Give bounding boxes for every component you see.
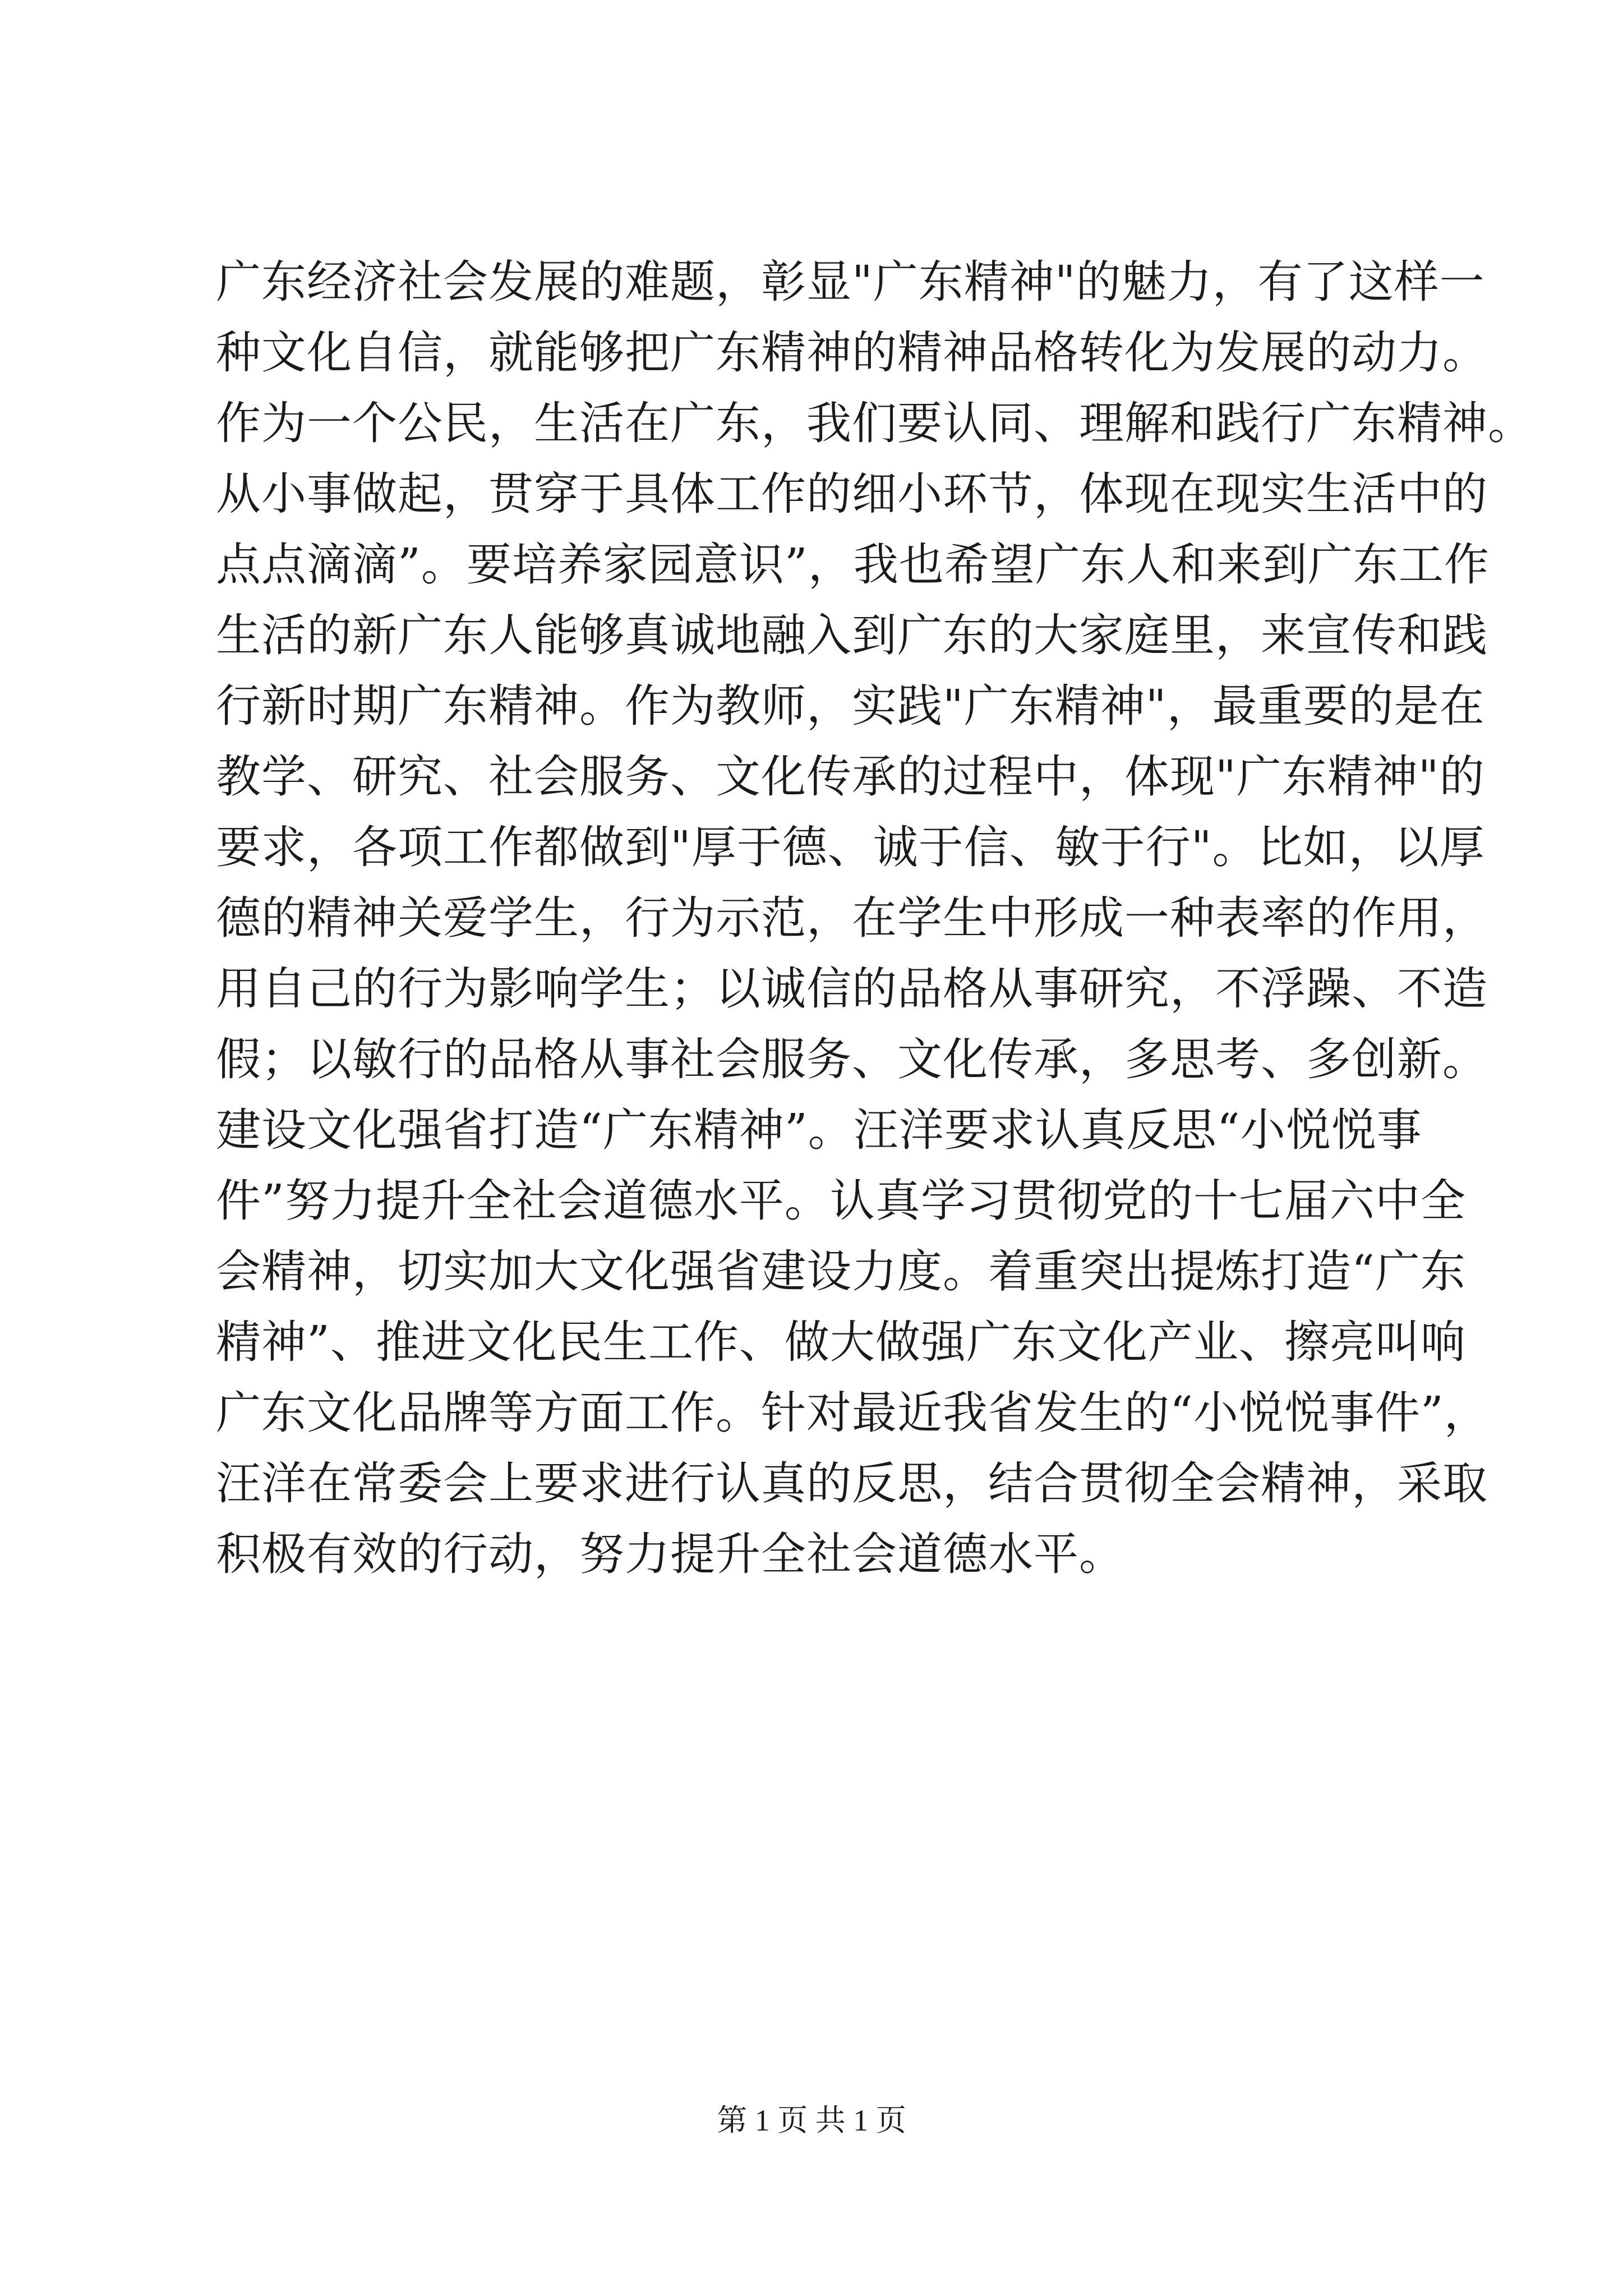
text-line-6: 生活的新广东人能够真诚地融入到广东的大家庭里，来宣传和践 bbox=[216, 609, 1488, 661]
text-line-7: 行新时期广东精神。作为教师，实践"广东精神"，最重要的是在 bbox=[216, 680, 1485, 732]
text-line-1: 广东经济社会发展的难题，彰显"广东精神"的魅力，有了这样一 bbox=[216, 256, 1485, 308]
text-line-12: 假；以敏行的品格从事社会服务、文化传承，多思考、多创新。 bbox=[216, 1033, 1488, 1085]
page-footer bbox=[0, 2101, 1623, 2140]
text-line-19: 积极有效的行动，努力提升全社会道德水平。 bbox=[216, 1528, 1124, 1580]
text-line-8: 教学、研究、社会服务、文化传承的过程中，体现"广东精神"的 bbox=[216, 751, 1485, 803]
text-line-4: 从小事做起，贯穿于具体工作的细小环节，体现在现实生活中的 bbox=[216, 468, 1488, 520]
page-number-label: 第 1 页 共 1 页 bbox=[717, 2104, 906, 2137]
text-line-10: 德的精神关爱学生，行为示范，在学生中形成一种表率的作用， bbox=[216, 892, 1488, 944]
text-line-13: 建设文化强省打造“广东精神”。汪洋要求认真反思“小悦悦事 bbox=[216, 1104, 1422, 1156]
text-line-18: 汪洋在常委会上要求进行认真的反思，结合贯彻全会精神，采取 bbox=[216, 1457, 1488, 1510]
text-line-2: 种文化自信，就能够把广东精神的精神品格转化为发展的动力。 bbox=[216, 326, 1488, 379]
text-line-3: 作为一个公民，生活在广东，我们要认同、理解和践行广东精神。 bbox=[216, 397, 1533, 449]
text-line-16: 精神”、推进文化民生工作、做大做强广东文化产业、擦亮叫响 bbox=[216, 1316, 1466, 1368]
text-line-17: 广东文化品牌等方面工作。针对最近我省发生的“小悦悦事件”， bbox=[216, 1387, 1490, 1439]
body-text bbox=[216, 247, 1533, 1590]
text-line-15: 会精神，切实加大文化强省建设力度。着重突出提炼打造“广东 bbox=[216, 1245, 1466, 1297]
text-line-5: 点点滴滴”。要培养家园意识”，我也希望广东人和来到广东工作 bbox=[216, 539, 1490, 591]
text-line-9: 要求，各项工作都做到"厚于德、诚于信、敏于行"。比如，以厚 bbox=[216, 821, 1485, 873]
text-line-11: 用自己的行为影响学生；以诚信的品格从事研究，不浮躁、不造 bbox=[216, 963, 1488, 1015]
text-line-14: 件”努力提升全社会道德水平。认真学习贯彻党的十七届六中全 bbox=[216, 1175, 1466, 1227]
